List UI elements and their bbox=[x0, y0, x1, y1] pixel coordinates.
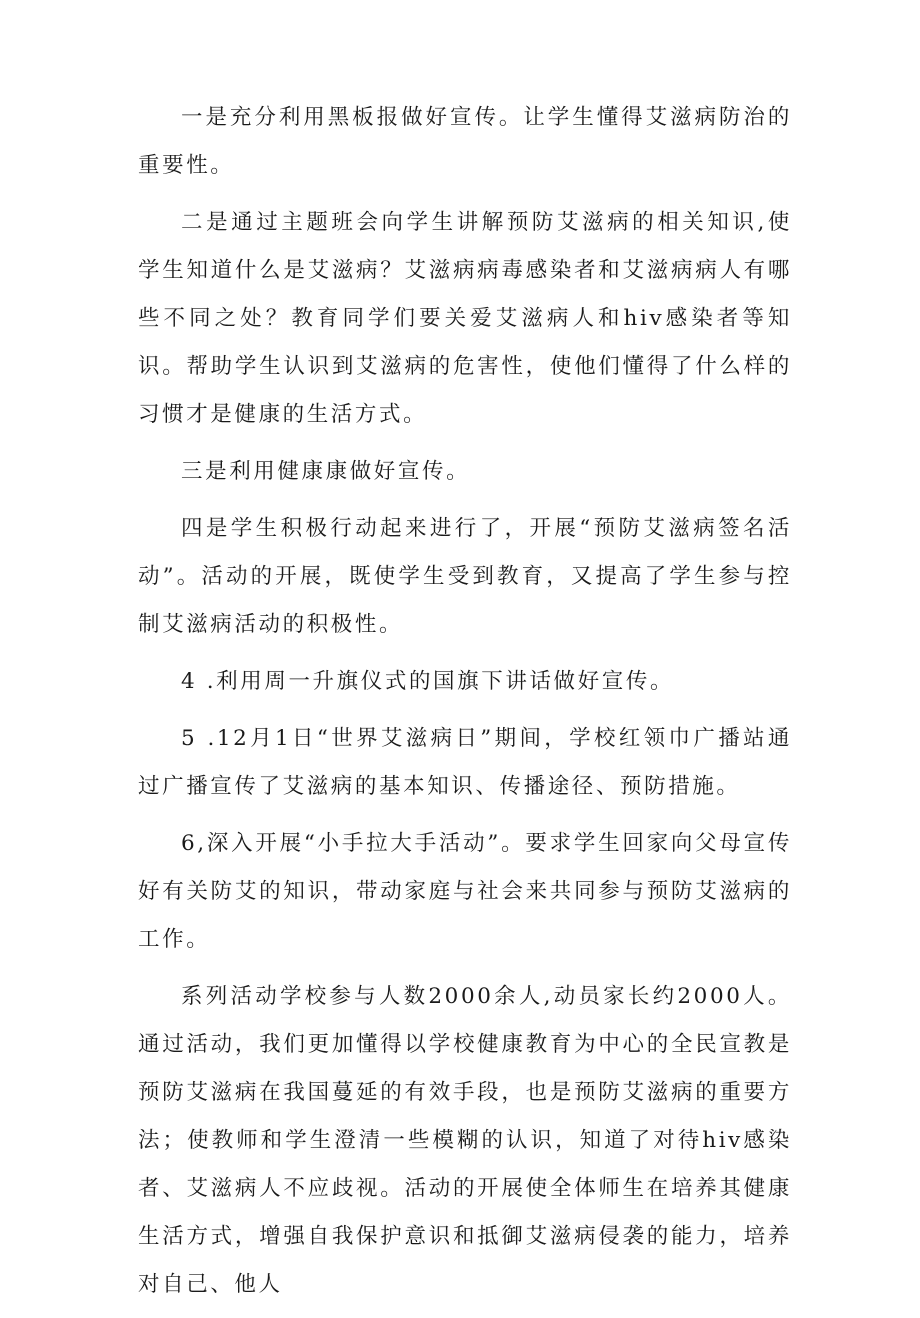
paragraph-6: 5 .12月1日“世界艾滋病日”期间，学校红领巾广播站通过广播宣传了艾滋病的基本知识、传播途径、预防措施。 bbox=[138, 726, 792, 799]
paragraph-3: 三是利用健康康做好宣传。 bbox=[181, 459, 471, 484]
paragraph-4: 四是学生积极行动起来进行了，开展“预防艾滋病签名活动”。活动的开展，既使学生受到教育，又提高了学生参与控制艾滋病活动的积极性。 bbox=[138, 516, 792, 637]
paragraph-8: 系列活动学校参与人数2000余人,动员家长约2000人。通过活动，我们更加懂得以学校健康教育为中心的全民宣教是预防艾滋病在我国蔓延的有效手段，也是预防艾滋病的重要方法；使教师和学生澄清一些模糊的认识，知道了对待hiv感染者、艾滋病人不应歧视。活动的开展使全体师生在培养其健康生活方式，增强自我保护意识和抵御艾滋病侵袭的能力，培养对自己、他人 bbox=[138, 984, 792, 1297]
document-body bbox=[138, 94, 792, 1318]
paragraph-2: 二是通过主题班会向学生讲解预防艾滋病的相关知识,使学生知道什么是艾滋病？艾滋病病毒感染者和艾滋病病人有哪些不同之处？教育同学们要关爱艾滋病人和hiv感染者等知识。帮助学生认识到艾滋病的危害性，使他们懂得了什么样的习惯才是健康的生活方式。 bbox=[138, 210, 792, 427]
paragraph-1: 一是充分利用黑板报做好宣传。让学生懂得艾滋病防治的重要性。 bbox=[138, 105, 792, 178]
paragraph-7: 6,深入开展“小手拉大手活动”。要求学生回家向父母宣传好有关防艾的知识，带动家庭与社会来共同参与预防艾滋病的工作。 bbox=[138, 831, 792, 952]
paragraph-5: 4 .利用周一升旗仪式的国旗下讲话做好宣传。 bbox=[181, 669, 675, 694]
